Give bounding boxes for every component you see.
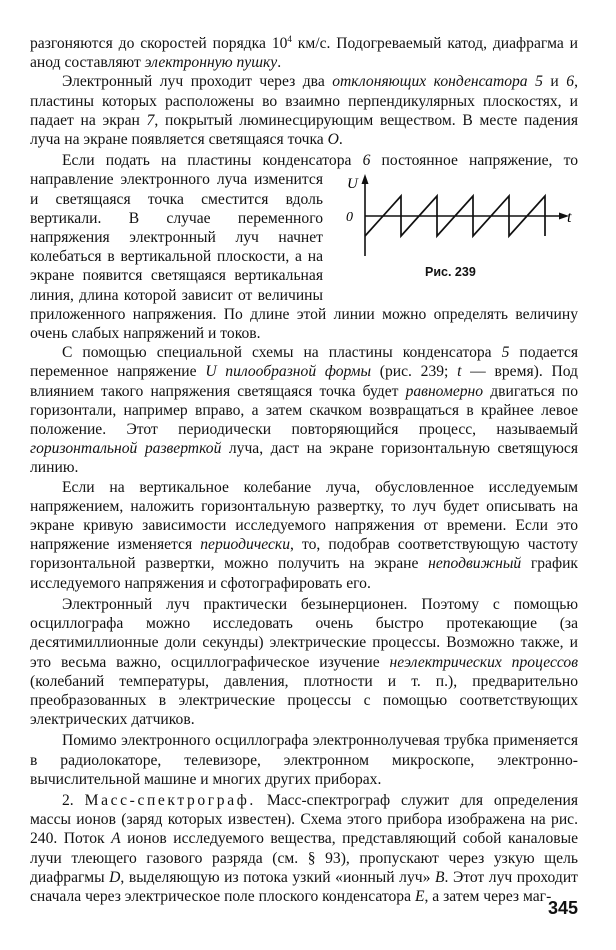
text-run: ионов исследуемого вещества, представляющий собой каналовые лучи тлеющего газового разряда (см. § 93), пропускают через узкую щель диафрагмы — [30, 830, 578, 886]
italic-term: 5 — [535, 73, 543, 91]
text-run: , выделяющую из потока узкий «ионный луч» — [120, 868, 435, 886]
text-run: 2. — [62, 791, 85, 809]
italic-term: равномерно — [405, 382, 484, 400]
paragraph-7 — [30, 731, 578, 789]
page-number: 345 — [547, 898, 578, 918]
paragraph-3 — [30, 151, 578, 343]
paragraph-6 — [30, 595, 578, 729]
italic-term: неэлектрических процессов — [389, 653, 578, 671]
y-axis-arrow-icon — [362, 174, 369, 184]
figure-caption: Рис. 239 — [425, 265, 476, 280]
text-run: . — [338, 131, 343, 149]
italic-term: горизонтальной разверткой — [30, 440, 222, 458]
italic-term: D — [109, 868, 121, 886]
text-run: С помощью специальной схемы на пластины конденсатора — [62, 344, 502, 362]
italic-term: электронную пушку — [144, 54, 278, 72]
text-run: Помимо электронного осциллографа электроннолучевая трубка применяется в радиолокаторе, телевизоре, электронном микроскопе, электронно-вычислительной машине и многих других приборах. — [30, 732, 578, 788]
italic-term: t — [457, 363, 462, 381]
text-run: разгоняются до скоростей порядка 10 — [30, 35, 288, 52]
text-run: — время). Под влиянием такого напряжения светящаяся точка будет — [30, 363, 578, 400]
italic-term: U пилообразной формы — [205, 363, 372, 381]
text-run: подается переменное напряжение — [30, 344, 578, 381]
italic-term: неподвижный — [428, 555, 522, 573]
text-run: (колебаний температуры, давления, плотности и т. п.), предварительно преобразованных в электрические процессы с помощью соответствующих электрических датчиков. — [30, 672, 578, 729]
text-run — [528, 73, 536, 90]
text-run: Если подать на пластины конденсатора — [62, 152, 363, 170]
superscript: 4 — [287, 33, 292, 44]
y-axis-label: U — [347, 176, 358, 193]
text-column — [30, 34, 578, 906]
italic-term: 6 — [566, 73, 575, 91]
text-run: , покрытый люминесцирующим веществом. В месте падения луча на экране появляется светящаяся точка — [30, 111, 578, 149]
text-run: , а затем через маг- — [424, 887, 552, 905]
italic-term: В — [434, 868, 445, 886]
text-run: . Этот луч проходит сначала через электрическое поле плоского конденсатора — [30, 868, 578, 905]
italic-term: 7 — [146, 111, 155, 129]
text-run: и — [542, 73, 567, 91]
paragraph-5 — [30, 478, 578, 593]
text-run: график исследуемого напряжения и сфотографировать его. — [30, 555, 578, 592]
text-run: Если на вертикальное колебание луча, обусловленное исследуемым напряжением, наложить горизонтальную развертку, то луч будет описывать на экране кривую зависимости исследуемого напряжения от времени. Если это напряжение изменяется — [30, 478, 578, 554]
text-run: , то, подобрав соответствующую частоту горизонтальной развертки, можно получить на экране — [30, 536, 578, 573]
spaced-heading: Масс-спектрограф. — [84, 791, 256, 809]
sawtooth-graph — [333, 172, 578, 260]
text-run: постоянное напряжение, то направление электронного луча изменится и светящаяся точка сместится вдоль вертикали. В случае переменного напряжения электронный луч начнет колебаться в вертикальной плоскости, а на экране появится светящаяся вертикальная линия, длина которой зависит от величины приложенного напряжения. По длине этой линии можно определять величину очень слабых напряжений и токов. — [30, 152, 579, 343]
italic-term: А — [111, 830, 121, 848]
origin-label: 0 — [346, 210, 353, 226]
figure-239 — [333, 172, 578, 286]
italic-term: 5 — [501, 344, 510, 362]
text-run: . — [277, 54, 282, 72]
paragraph-1 — [30, 34, 578, 72]
italic-term: 6 — [362, 152, 371, 170]
text-run: Электронный луч проходит через два — [62, 73, 333, 91]
text-run: км/с. Подогреваемый катод, диафрагма и анод составляют — [30, 35, 578, 72]
text-run: Электронный луч практически безынерционен. Поэтому с помощью осциллографа можно исследовать очень быстро протекающие (за десятимиллионные доли секунды) электрические процессы. Возможно также, и это весьма важно, осциллографическое изучение — [30, 595, 578, 671]
text-run: (рис. 239; — [371, 363, 458, 381]
italic-term: периодически — [200, 536, 290, 554]
paragraph-4 — [30, 343, 578, 477]
text-run: , пластины которых расположены во взаимно перпендикулярных плоскостях, и падает на экран — [30, 73, 578, 129]
text-run: двигаться по горизонтали, например вправо, а затем скачком возвращаться в крайнее левое положение. Этот периодически повторяющийся процесс, называемый — [30, 382, 579, 439]
text-run: луча, даст на экране горизонтальную светящуюся линию. — [30, 440, 579, 477]
x-axis-label: t — [567, 209, 572, 227]
italic-term: О — [327, 131, 339, 149]
text-run: Масс-спектрограф служит для определения массы ионов (заряд которых известен). Схема этого прибора изображена на рис. 240. Поток — [30, 791, 579, 848]
italic-term: Е — [414, 887, 425, 905]
paragraph-8 — [30, 791, 578, 906]
paragraph-2 — [30, 72, 578, 149]
italic-term: отклоняющих конденсатора — [332, 73, 528, 91]
